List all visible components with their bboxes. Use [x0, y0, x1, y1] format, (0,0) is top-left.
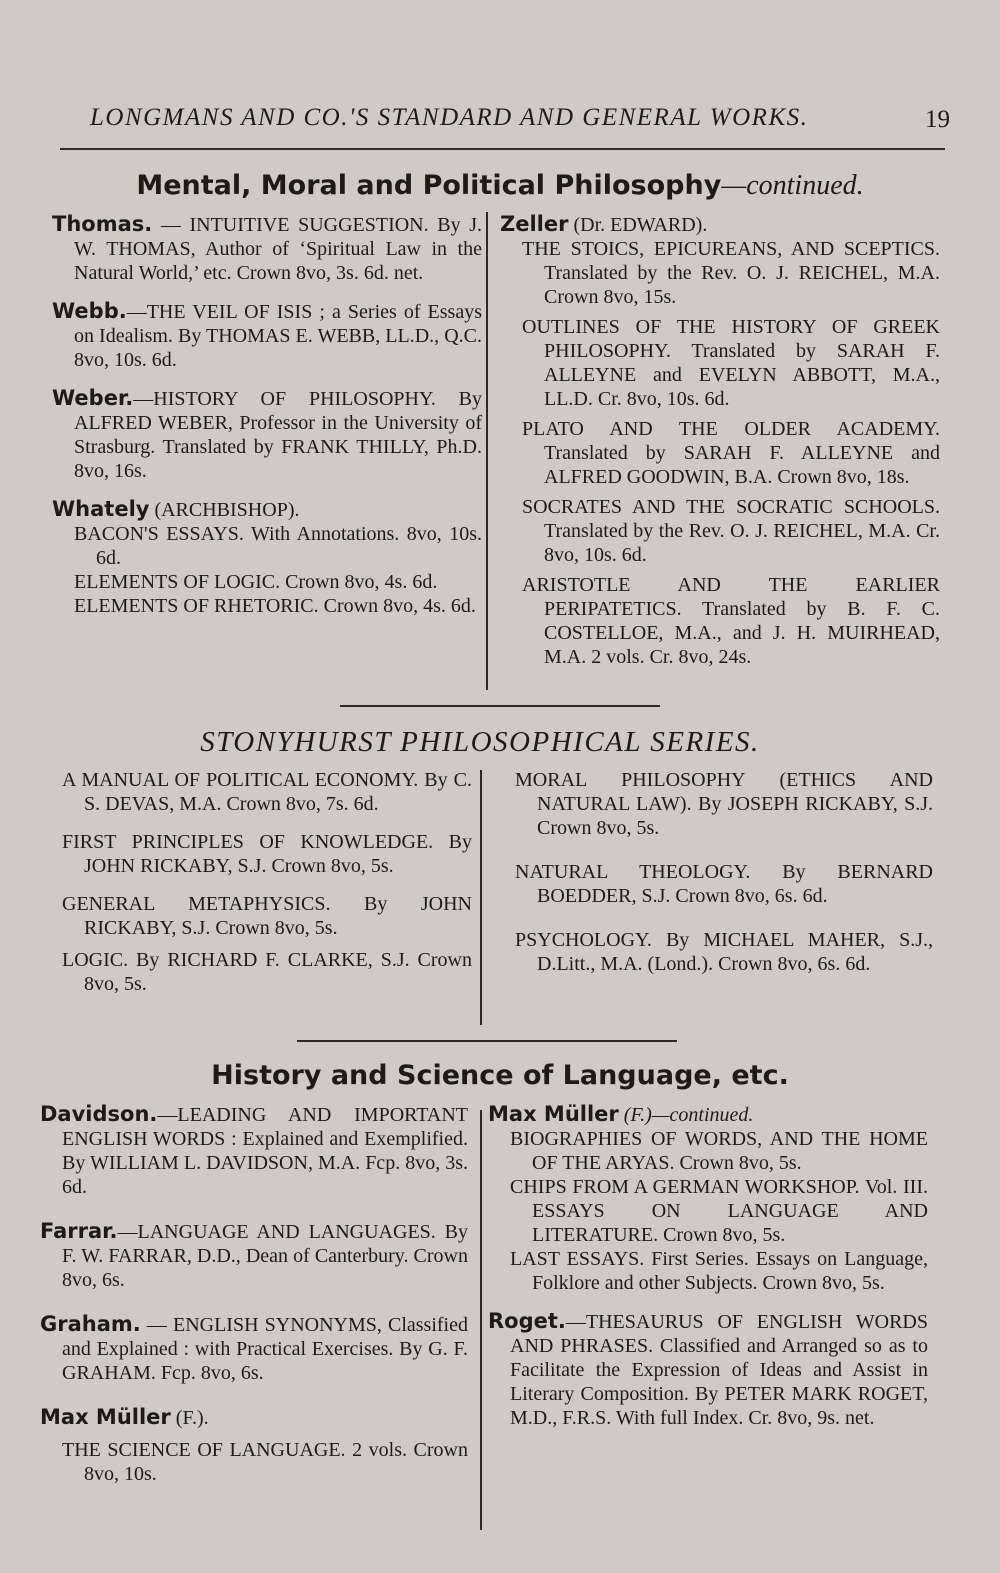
list-item [62, 892, 472, 940]
entry-text: — INTUITIVE SUGGESTION. By J. W. THOMAS, Author of ‘Spiritual Law in the Natural World,’ etc. Crown 8vo, 3s. 6d. net. [74, 214, 482, 284]
section-heading-philosophy [0, 170, 1000, 202]
author-name: Weber. [52, 386, 134, 410]
section-divider [340, 705, 660, 707]
author-name: Webb. [52, 299, 127, 323]
entry-text: LOGIC. By RICHARD F. CLARKE, S.J. Crown 8vo, 5s. [62, 949, 472, 995]
work-item: PLATO AND THE OLDER ACADEMY. Translated by SARAH F. ALLEYNE and ALFRED GOODWIN, B.A. Crown 8vo, 18s. [522, 418, 940, 488]
entry-text: (Dr. EDWARD). [568, 214, 708, 236]
running-header-title: LONGMANS AND CO.'S STANDARD AND GENERAL WORKS. [90, 104, 809, 131]
entry-text: A MANUAL OF POLITICAL ECONOMY. By C. S. DEVAS, M.A. Crown 8vo, 7s. 6d. [62, 769, 472, 815]
author-name: Davidson. [40, 1102, 158, 1126]
section2-left-column [62, 768, 472, 1010]
list-item [52, 497, 482, 618]
list-item [40, 1312, 468, 1385]
entry-text: —THE VEIL OF ISIS ; a Series of Essays on Idealism. By THOMAS E. WEBB, LL.D., Q.C. 8vo, 10s. 6d. [74, 301, 482, 371]
entry-text: —LEADING AND IMPORTANT ENGLISH WORDS : Explained and Exemplified. By WILLIAM L. DAVIDSON, M.A. Fcp. 8vo, 3s. 6d. [62, 1104, 468, 1198]
column-divider [486, 212, 488, 690]
section1-left-column [52, 212, 482, 632]
section-heading-language: History and Science of Language, etc. [211, 1060, 789, 1091]
work-item: BACON'S ESSAYS. With Annotations. 8vo, 10s. 6d. [74, 523, 482, 569]
author-name: Graham. [40, 1312, 141, 1336]
author-name: Farrar. [40, 1219, 118, 1243]
list-item [515, 768, 933, 840]
work-item: ELEMENTS OF LOGIC. Crown 8vo, 4s. 6d. [74, 571, 438, 593]
list-item [52, 299, 482, 372]
section1-right-column [500, 212, 940, 683]
entry-text: NATURAL THEOLOGY. By BERNARD BOEDDER, S.J. Crown 8vo, 6s. 6d. [515, 861, 933, 907]
section3-left-column [40, 1102, 468, 1500]
entry-text: —LANGUAGE AND LANGUAGES. By F. W. FARRAR, D.D., Dean of Canterbury. Crown 8vo, 6s. [62, 1221, 468, 1291]
work-item: BIOGRAPHIES OF WORDS, AND THE HOME OF THE ARYAS. Crown 8vo, 5s. [510, 1128, 928, 1174]
column-divider [480, 770, 482, 1025]
list-item [488, 1309, 928, 1430]
list-item [515, 928, 933, 976]
list-item [62, 948, 472, 996]
entry-text: GENERAL METAPHYSICS. By JOHN RICKABY, S.J. Crown 8vo, 5s. [62, 893, 472, 939]
entry-text: MORAL PHILOSOPHY (ETHICS AND NATURAL LAW). By JOSEPH RICKABY, S.J. Crown 8vo, 5s. [515, 769, 933, 839]
list-item [52, 212, 482, 285]
entry-text: —THESAURUS OF ENGLISH WORDS AND PHRASES. Classified and Arranged so as to Facilitate the Expression of Ideas and Assist in Literary Composition. By PETER MARK ROGET, M.D., F.R.S. With full Index. Cr. 8vo, 9s. net. [510, 1311, 928, 1429]
entry-text: —HISTORY OF PHILOSOPHY. By ALFRED WEBER, Professor in the University of Strasburg. Translated by FRANK THILLY, Ph.D. 8vo, 16s. [74, 388, 482, 482]
page-number: 19 [925, 106, 950, 133]
section-title: Mental, Moral and Political Philosophy [136, 170, 722, 201]
author-name: Max Müller [40, 1405, 171, 1429]
list-item [62, 830, 472, 878]
list-item [40, 1219, 468, 1292]
list-item [62, 768, 472, 816]
list-item [500, 212, 940, 669]
continued-label: —continued. [721, 170, 864, 201]
entry-text: (ARCHBISHOP). [149, 499, 300, 521]
author-name: Whately [52, 497, 150, 521]
list-item [40, 1102, 468, 1199]
entry-text: FIRST PRINCIPLES OF KNOWLEDGE. By JOHN RICKABY, S.J. Crown 8vo, 5s. [62, 831, 472, 877]
entry-text: (F.). [170, 1407, 209, 1429]
section2-right-column [515, 768, 933, 990]
list-item [40, 1405, 468, 1486]
work-item: SOCRATES AND THE SOCRATIC SCHOOLS. Translated by the Rev. O. J. REICHEL, M.A. Cr. 8vo, 10s. 6d. [522, 496, 940, 566]
list-item [52, 386, 482, 483]
work-item: ARISTOTLE AND THE EARLIER PERIPATETICS. Translated by B. F. C. COSTELLOE, M.A., and J. H. MUIRHEAD, M.A. 2 vols. Cr. 8vo, 24s. [522, 574, 940, 668]
work-item: LAST ESSAYS. First Series. Essays on Language, Folklore and other Subjects. Crown 8vo, 5s. [510, 1248, 928, 1294]
list-item [488, 1102, 928, 1295]
work-item: ELEMENTS OF RHETORIC. Crown 8vo, 4s. 6d. [74, 595, 476, 617]
entry-text: PSYCHOLOGY. By MICHAEL MAHER, S.J., D.Litt., M.A. (Lond.). Crown 8vo, 6s. 6d. [515, 929, 933, 975]
author-name: Thomas. [52, 212, 153, 236]
work-item: CHIPS FROM A GERMAN WORKSHOP. Vol. III. ESSAYS ON LANGUAGE AND LITERATURE. Crown 8vo, 5s. [510, 1176, 928, 1246]
section3-right-column [488, 1102, 928, 1444]
work-item: OUTLINES OF THE HISTORY OF GREEK PHILOSOPHY. Translated by SARAH F. ALLEYNE and EVELYN ABBOTT, M.A., LL.D. Cr. 8vo, 10s. 6d. [522, 316, 940, 410]
author-name: Roget. [488, 1309, 566, 1333]
column-divider [480, 1110, 482, 1530]
entry-text: (F.)—continued. [618, 1104, 754, 1126]
section-divider [297, 1040, 677, 1042]
header-rule [60, 148, 945, 150]
author-name: Max Müller [488, 1102, 619, 1126]
work-item: THE STOICS, EPICUREANS, AND SCEPTICS. Translated by the Rev. O. J. REICHEL, M.A. Crown 8vo, 15s. [522, 238, 940, 308]
list-item [515, 860, 933, 908]
entry-text: — ENGLISH SYNONYMS, Classified and Explained : with Practical Exercises. By G. F. GRAHAM. Fcp. 8vo, 6s. [62, 1314, 468, 1384]
work-item: THE SCIENCE OF LANGUAGE. 2 vols. Crown 8vo, 10s. [62, 1439, 468, 1485]
author-name: Zeller [500, 212, 569, 236]
section-heading-stonyhurst: STONYHURST PHILOSOPHICAL SERIES. [200, 726, 760, 758]
